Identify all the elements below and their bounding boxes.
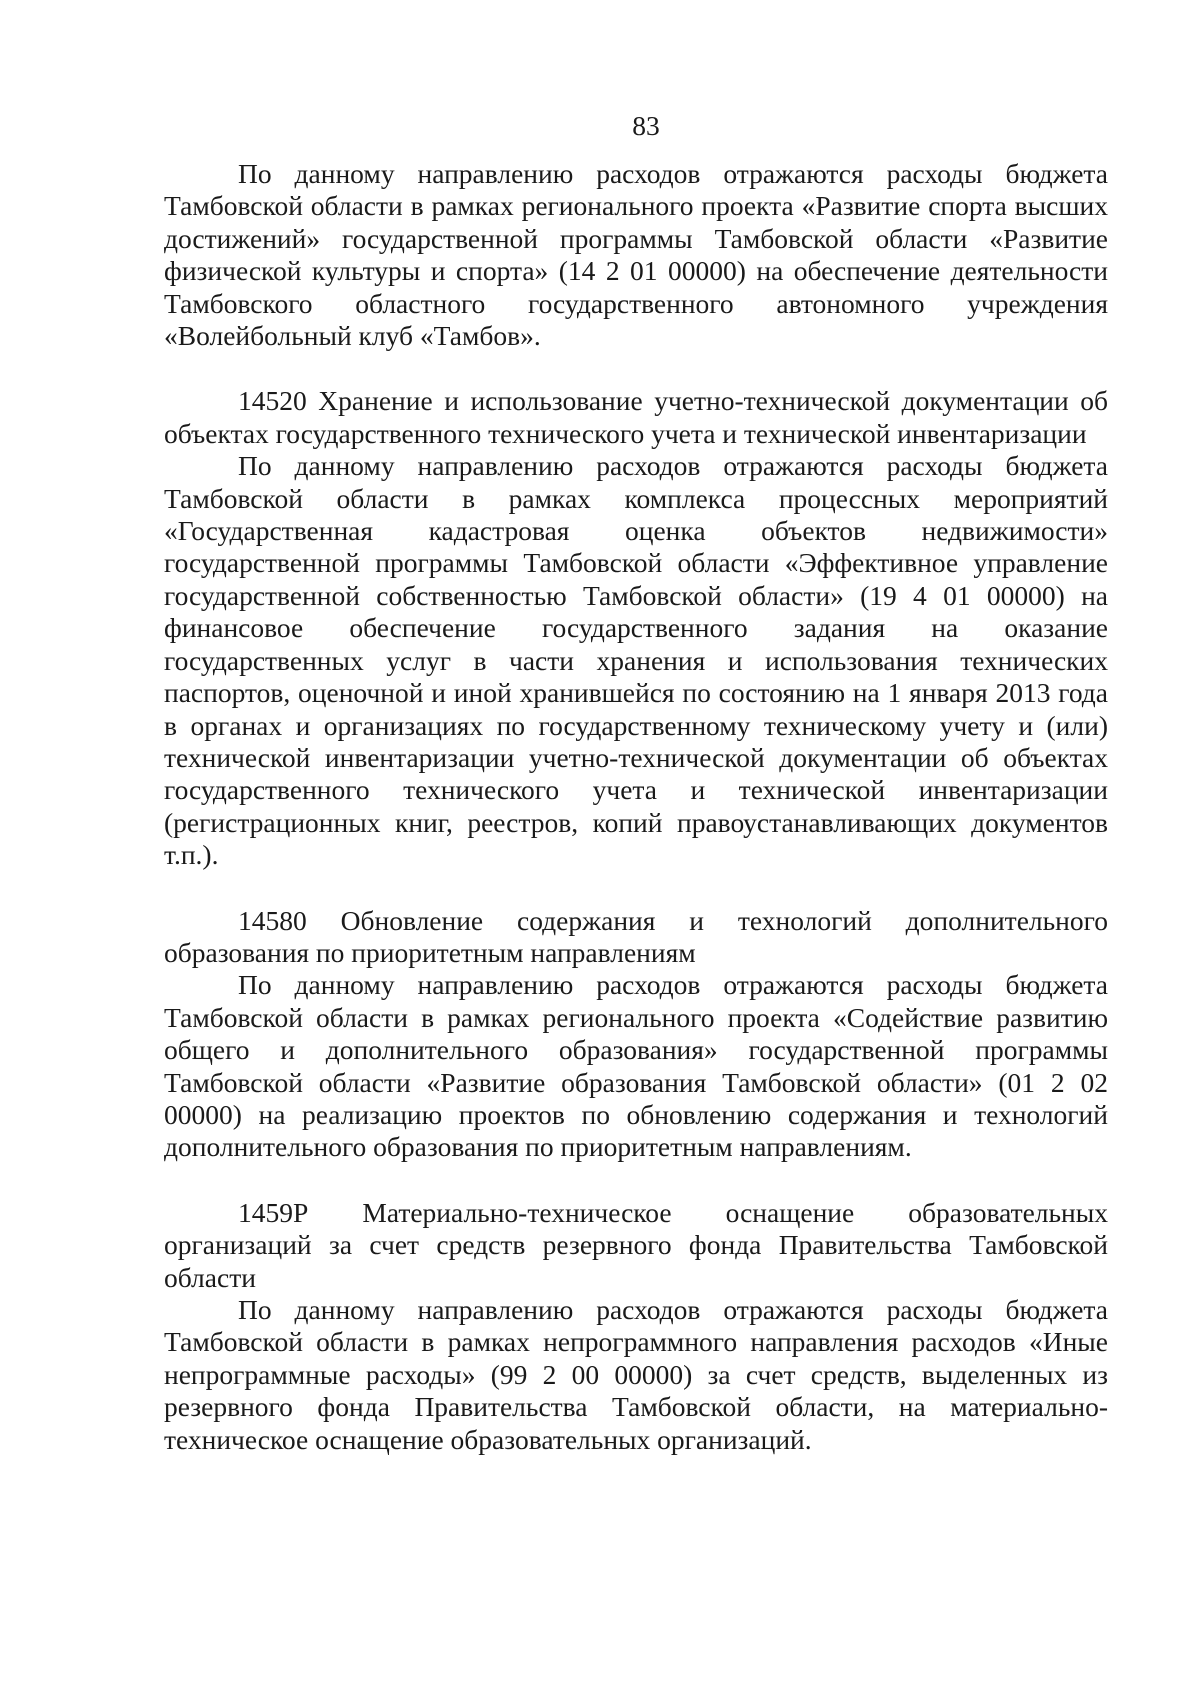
section-14580 (164, 905, 1108, 1164)
section-description: По данному направлению расходов отражаются расходы бюджета Тамбовской области в рамках непрограммного направления расходов «Иные непрограммные расходы» (99 2 00 00000) за счет средств, выделенных из резервного фонда Правительства Тамбовской области, на материально-техническое оснащение образовательных организаций. (164, 1294, 1108, 1455)
section-description: По данному направлению расходов отражаются расходы бюджета Тамбовской области в рамках регионального проекта «Содействие развитию общего и дополнительного образования» государственной программы Тамбовской области «Развитие образования Тамбовской области» (01 2 02 00000) на реализацию проектов по обновлению содержания и технологий дополнительного образования по приоритетным направлениям. (164, 969, 1108, 1163)
section-14520 (164, 385, 1108, 871)
section-1459R (164, 1197, 1108, 1456)
section-volleyball-club (164, 158, 1108, 352)
section-heading: 1459Р Материально-техническое оснащение образовательных организаций за счет средств резервного фонда Правительства Тамбовской области (164, 1196, 1108, 1293)
section-description: По данному направлению расходов отражаются расходы бюджета Тамбовской области в рамках комплекса процессных мероприятий «Государственная кадастровая оценка объектов недвижимости» государственной программы Тамбовской области «Эффективное управление государственной собственностью Тамбовской области» (19 4 01 00000) на финансовое обеспечение государственного задания на оказание государственных услуг в части хранения и использования технических паспортов, оценочной и иной хранившейся по состоянию на 1 января 2013 года в органах и организациях по государственному техническому учету и (или) технической инвентаризации учетно-технической документации об объектах государственного технического учета и технической инвентаризации (регистрационных книг, реестров, копий правоустанавливающих документов т.п.). (164, 450, 1108, 871)
section-heading: 14520 Хранение и использование учетно-технической документации об объектах государственного технического учета и технической инвентаризации (164, 385, 1108, 449)
document-body (164, 158, 1108, 1456)
section-heading: 14580 Обновление содержания и технологий дополнительного образования по приоритетным направлениям (164, 904, 1108, 968)
section-description: По данному направлению расходов отражаются расходы бюджета Тамбовской области в рамках регионального проекта «Развитие спорта высших достижений» государственной программы Тамбовской области «Развитие физической культуры и спорта» (14 2 01 00000) на обеспечение деятельности Тамбовского областного государственного автономного учреждения «Волейбольный клуб «Тамбов». (164, 158, 1108, 352)
page-number: 83 (632, 110, 660, 141)
